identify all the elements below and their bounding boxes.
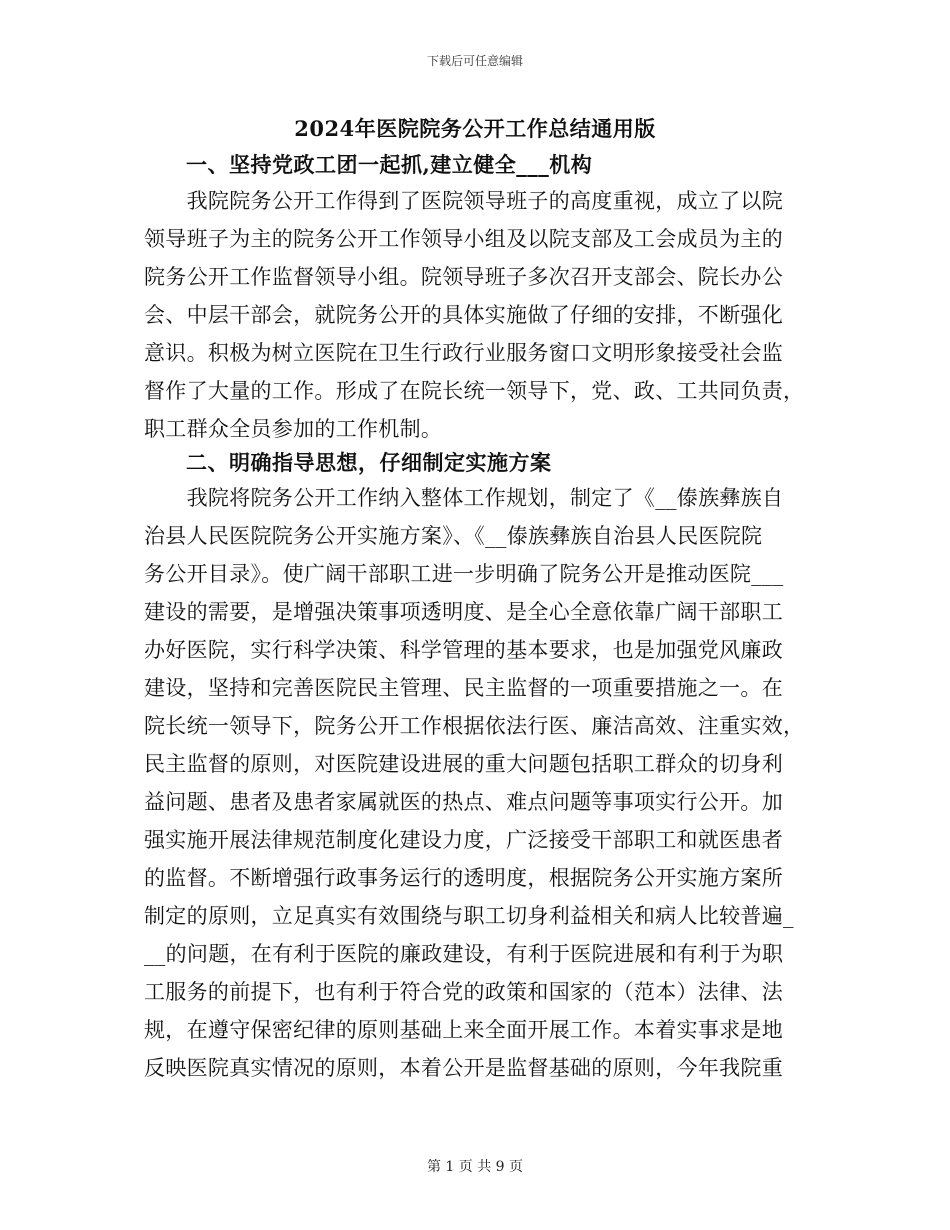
- document-title: 2024年医院院务公开工作总结通用版: [294, 116, 656, 141]
- section-heading-2: 二、明确指导思想，仔细制定实施方案: [186, 450, 552, 475]
- paragraph-line: 民主监督的原则，对医院建设进展的重大问题包括职工群众的切身利: [144, 752, 783, 776]
- section-2-paragraph: [144, 479, 824, 1087]
- page-number-footer: 第 1 页 共 9 页: [426, 1159, 524, 1175]
- paragraph-line: 制定的原则，立足真实有效围绕与职工切身利益相关和病人比较普遍_: [144, 904, 794, 928]
- paragraph-line: 治县人民医院院务公开实施方案》、《__傣族彝族自治县人民医院院: [144, 524, 763, 548]
- paragraph-line: 督作了大量的工作。形成了在院长统一领导下，党、政、工共同负责，: [144, 379, 805, 403]
- paragraph-line: 建设的需要，是增强决策事项透明度、是全心全意依靠广阔干部职工: [144, 600, 783, 624]
- paragraph-line: 院长统一领导下，院务公开工作根据依法行医、廉洁高效、注重实效，: [144, 714, 805, 738]
- paragraph-line: 办好医院，实行科学决策、科学管理的基本要求，也是加强党风廉政: [144, 638, 783, 662]
- paragraph-line: 我院院务公开工作得到了医院领导班子的高度重视，成立了以院: [144, 189, 783, 213]
- paragraph-line: 领导班子为主的院务公开工作领导小组及以院支部及工会成员为主的: [144, 227, 783, 251]
- paragraph-line: 强实施开展法律规范制度化建设力度，广泛接受干部职工和就医患者: [144, 828, 783, 852]
- paragraph-line: 工服务的前提下，也有利于符合党的政策和国家的（范本）法律、法: [144, 980, 783, 1004]
- paragraph-line: 意识。积极为树立医院在卫生行政行业服务窗口文明形象接受社会监: [144, 341, 783, 365]
- header-note: 下载后可任意编辑: [426, 54, 523, 68]
- paragraph-line: 职工群众全员参加的工作机制。: [144, 417, 443, 441]
- paragraph-line: 建设，坚持和完善医院民主管理、民主监督的一项重要措施之一。在: [144, 676, 783, 700]
- paragraph-line: 我院将院务公开工作纳入整体工作规划，制定了《__傣族彝族自: [144, 486, 784, 510]
- paragraph-line: 的监督。不断增强行政事务运行的透明度，根据院务公开实施方案所: [144, 866, 783, 890]
- paragraph-line: 务公开目录》。使广阔干部职工进一步明确了院务公开是推动医院___: [144, 562, 784, 586]
- paragraph-line: 规，在遵守保密纪律的原则基础上来全面开展工作。本着实事求是地: [144, 1018, 783, 1042]
- section-heading-1: 一、坚持党政工团一起抓,建立健全___机构: [186, 152, 593, 177]
- section-1-paragraph: [144, 182, 824, 448]
- paragraph-line: 益问题、患者及患者家属就医的热点、难点问题等事项实行公开。加: [144, 790, 783, 814]
- paragraph-line: 会、中层干部会，就院务公开的具体实施做了仔细的安排，不断强化: [144, 303, 783, 327]
- paragraph-line: __的问题，在有利于医院的廉政建设，有利于医院进展和有利于为职: [144, 942, 784, 966]
- paragraph-line: 院务公开工作监督领导小组。院领导班子多次召开支部会、院长办公: [144, 265, 783, 289]
- paragraph-line: 反映医院真实情况的原则，本着公开是监督基础的原则，今年我院重: [144, 1056, 783, 1080]
